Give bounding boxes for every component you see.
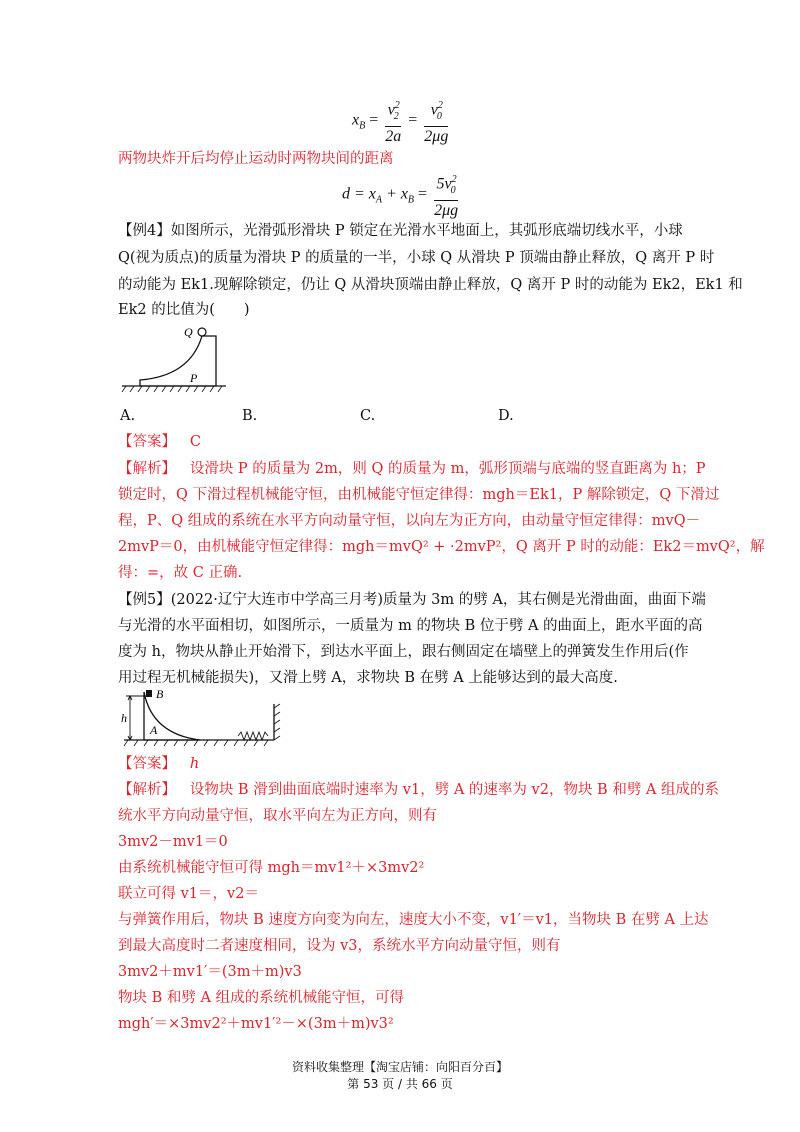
ex4-line4: Ek2 的比值为( ) bbox=[118, 302, 250, 318]
eq-sub: 2 bbox=[393, 110, 399, 122]
ex5-analysis-6: 与弹簧作用后，物块 B 速度方向变为向左，速度大小不变，v1′＝v1，当物块 B 在劈 A 上达 bbox=[118, 912, 709, 928]
ex5-analysis-4: 由系统机械能守恒可得 mgh＝mv1²＋×3mv2² bbox=[118, 860, 425, 876]
analysis-tag: 【解析】 bbox=[118, 461, 176, 477]
ex5-analysis-10: mgh′＝×3mv2²＋mv1′²－×(3m＋m)v3² bbox=[118, 1016, 394, 1032]
ex5-answer bbox=[118, 754, 199, 774]
equation-d bbox=[342, 170, 461, 220]
label-b: B bbox=[156, 688, 164, 701]
eq-var: x bbox=[352, 111, 360, 129]
answer-tag: 【答案】 bbox=[118, 434, 176, 450]
eq-sub: A bbox=[375, 194, 383, 206]
ex5-analysis-5: 联立可得 v1＝，v2＝ bbox=[118, 886, 259, 902]
ex4-line2: Q(视为质点)的质量为滑块 P 的质量的一半，小球 Q 从滑块 P 顶端由静止释放，Q 离开 P 时 bbox=[118, 250, 715, 266]
ex4-line1: 【例4】如图所示，光滑弧形滑块 P 锁定在光滑水平地面上，其弧形底端切线水平，小球 bbox=[118, 223, 683, 239]
eq-var: + x bbox=[382, 185, 408, 203]
eq-sup: 2 bbox=[394, 100, 400, 111]
ex5-analysis-2: 统水平方向动量守恒，取水平向左为正方向，则有 bbox=[118, 808, 437, 824]
eq-sup: 2 bbox=[451, 174, 457, 185]
option-b: B. bbox=[242, 408, 258, 424]
ex4-analysis-2: 锁定时，Q 下滑过程机械能守恒，由机械能守恒定律得：mgh＝Ek1，P 解除锁定，Q 下滑过 bbox=[118, 487, 720, 503]
ex5-analysis-3: 3mv2－mv1＝0 bbox=[118, 834, 228, 850]
ex5-line1: 【例5】(2022·辽宁大连市中学高三月考)质量为 3m 的劈 A，其右侧是光滑曲面，曲面下端 bbox=[118, 592, 706, 608]
eq-sign: = bbox=[414, 185, 428, 203]
ex5-analysis-1 bbox=[118, 780, 719, 800]
eq-var: d = x bbox=[342, 185, 376, 203]
ex4-answer bbox=[118, 432, 201, 452]
footer-source: 资料收集整理【淘宝店铺：向阳百分百】 bbox=[291, 1060, 508, 1074]
label-p: P bbox=[190, 371, 198, 385]
label-a: A bbox=[150, 723, 158, 737]
eq-var: v bbox=[430, 101, 438, 119]
fraction-1 bbox=[385, 96, 401, 146]
eq-den: 2μg bbox=[434, 201, 459, 219]
ex5-analysis-8: 3mv2＋mv1′＝(3m＋m)v3 bbox=[118, 964, 302, 980]
ex4-analysis-1 bbox=[118, 459, 706, 479]
eq-var: 5v bbox=[436, 175, 452, 193]
label-h: h bbox=[121, 711, 127, 725]
ex4-analysis-4: 2mvP＝0，由机械能守恒定律得：mgh＝mvQ² + ·2mvP²，Q 离开 P 时的动能：Ek2＝mvQ²，解 bbox=[118, 539, 765, 555]
ex5-line2: 与光滑的水平面相切，如图所示，一质量为 m 的物块 B 位于劈 A 的曲面上，距水平面的高 bbox=[118, 618, 703, 634]
eq-sub: B bbox=[359, 120, 366, 132]
figure-slider-p bbox=[120, 322, 230, 394]
eq-den: 2a bbox=[385, 127, 402, 145]
eq-sign: = bbox=[369, 111, 379, 129]
ex5-line3: 度为 h，物块从静止开始滑下，到达水平面上，跟右侧固定在墙壁上的弹簧发生作用后(作 bbox=[118, 644, 689, 660]
option-d: D. bbox=[498, 408, 514, 424]
eq-var: v bbox=[387, 101, 395, 119]
ex4-line3: 的动能为 Ek1.现解除锁定，仍让 Q 从滑块顶端由静止释放，Q 离开 P 时的动能为 Ek2，Ek1 和 bbox=[118, 277, 743, 293]
ex5-analysis-7: 到最大高度时二者速度相同，设为 v3，系统水平方向动量守恒，则有 bbox=[118, 938, 561, 954]
fraction-3 bbox=[434, 170, 458, 220]
ex4-analysis-5: 得：=，故 C 正确. bbox=[118, 565, 243, 581]
ex4-analysis-3: 程，P、Q 组成的系统在水平方向动量守恒，以向左为正方向，由动量守恒定律得：mvQ－ bbox=[118, 513, 701, 529]
eq-sup: 2 bbox=[437, 100, 443, 111]
label-q: Q bbox=[184, 325, 193, 339]
text-distance-heading: 两物块炸开后均停止运动时两物块间的距离 bbox=[118, 151, 394, 167]
answer-value: h bbox=[189, 756, 200, 772]
eq-sign: = bbox=[408, 111, 418, 129]
figure-wedge-spring bbox=[120, 688, 284, 748]
ex5-line4: 用过程无机械能损失)，又滑上劈 A，求物块 B 在劈 A 上能够达到的最大高度. bbox=[118, 670, 618, 686]
analysis-tag: 【解析】 bbox=[118, 782, 176, 798]
answer-tag: 【答案】 bbox=[118, 756, 176, 772]
option-a: A. bbox=[120, 408, 136, 424]
fraction-2 bbox=[424, 96, 448, 146]
ex5-analysis-9: 物块 B 和劈 A 组成的系统机械能守恒，可得 bbox=[118, 990, 405, 1006]
option-c: C. bbox=[360, 408, 376, 424]
footer-page-number: 第 53 页 / 共 66 页 bbox=[347, 1077, 453, 1091]
eq-sub: B bbox=[407, 194, 415, 206]
eq-sub: 0 bbox=[450, 184, 456, 196]
equation-xb bbox=[352, 96, 451, 146]
eq-den: 2μg bbox=[424, 127, 449, 145]
eq-sub: 0 bbox=[436, 110, 442, 122]
analysis-text: 设物块 B 滑到曲面底端时速率为 v1，劈 A 的速率为 v2，物块 B 和劈 A 组成的系 bbox=[189, 782, 720, 798]
analysis-text: 设滑块 P 的质量为 2m，则 Q 的质量为 m，弧形顶端与底端的竖直距离为 h；P bbox=[189, 461, 706, 477]
answer-value: C bbox=[189, 434, 201, 450]
